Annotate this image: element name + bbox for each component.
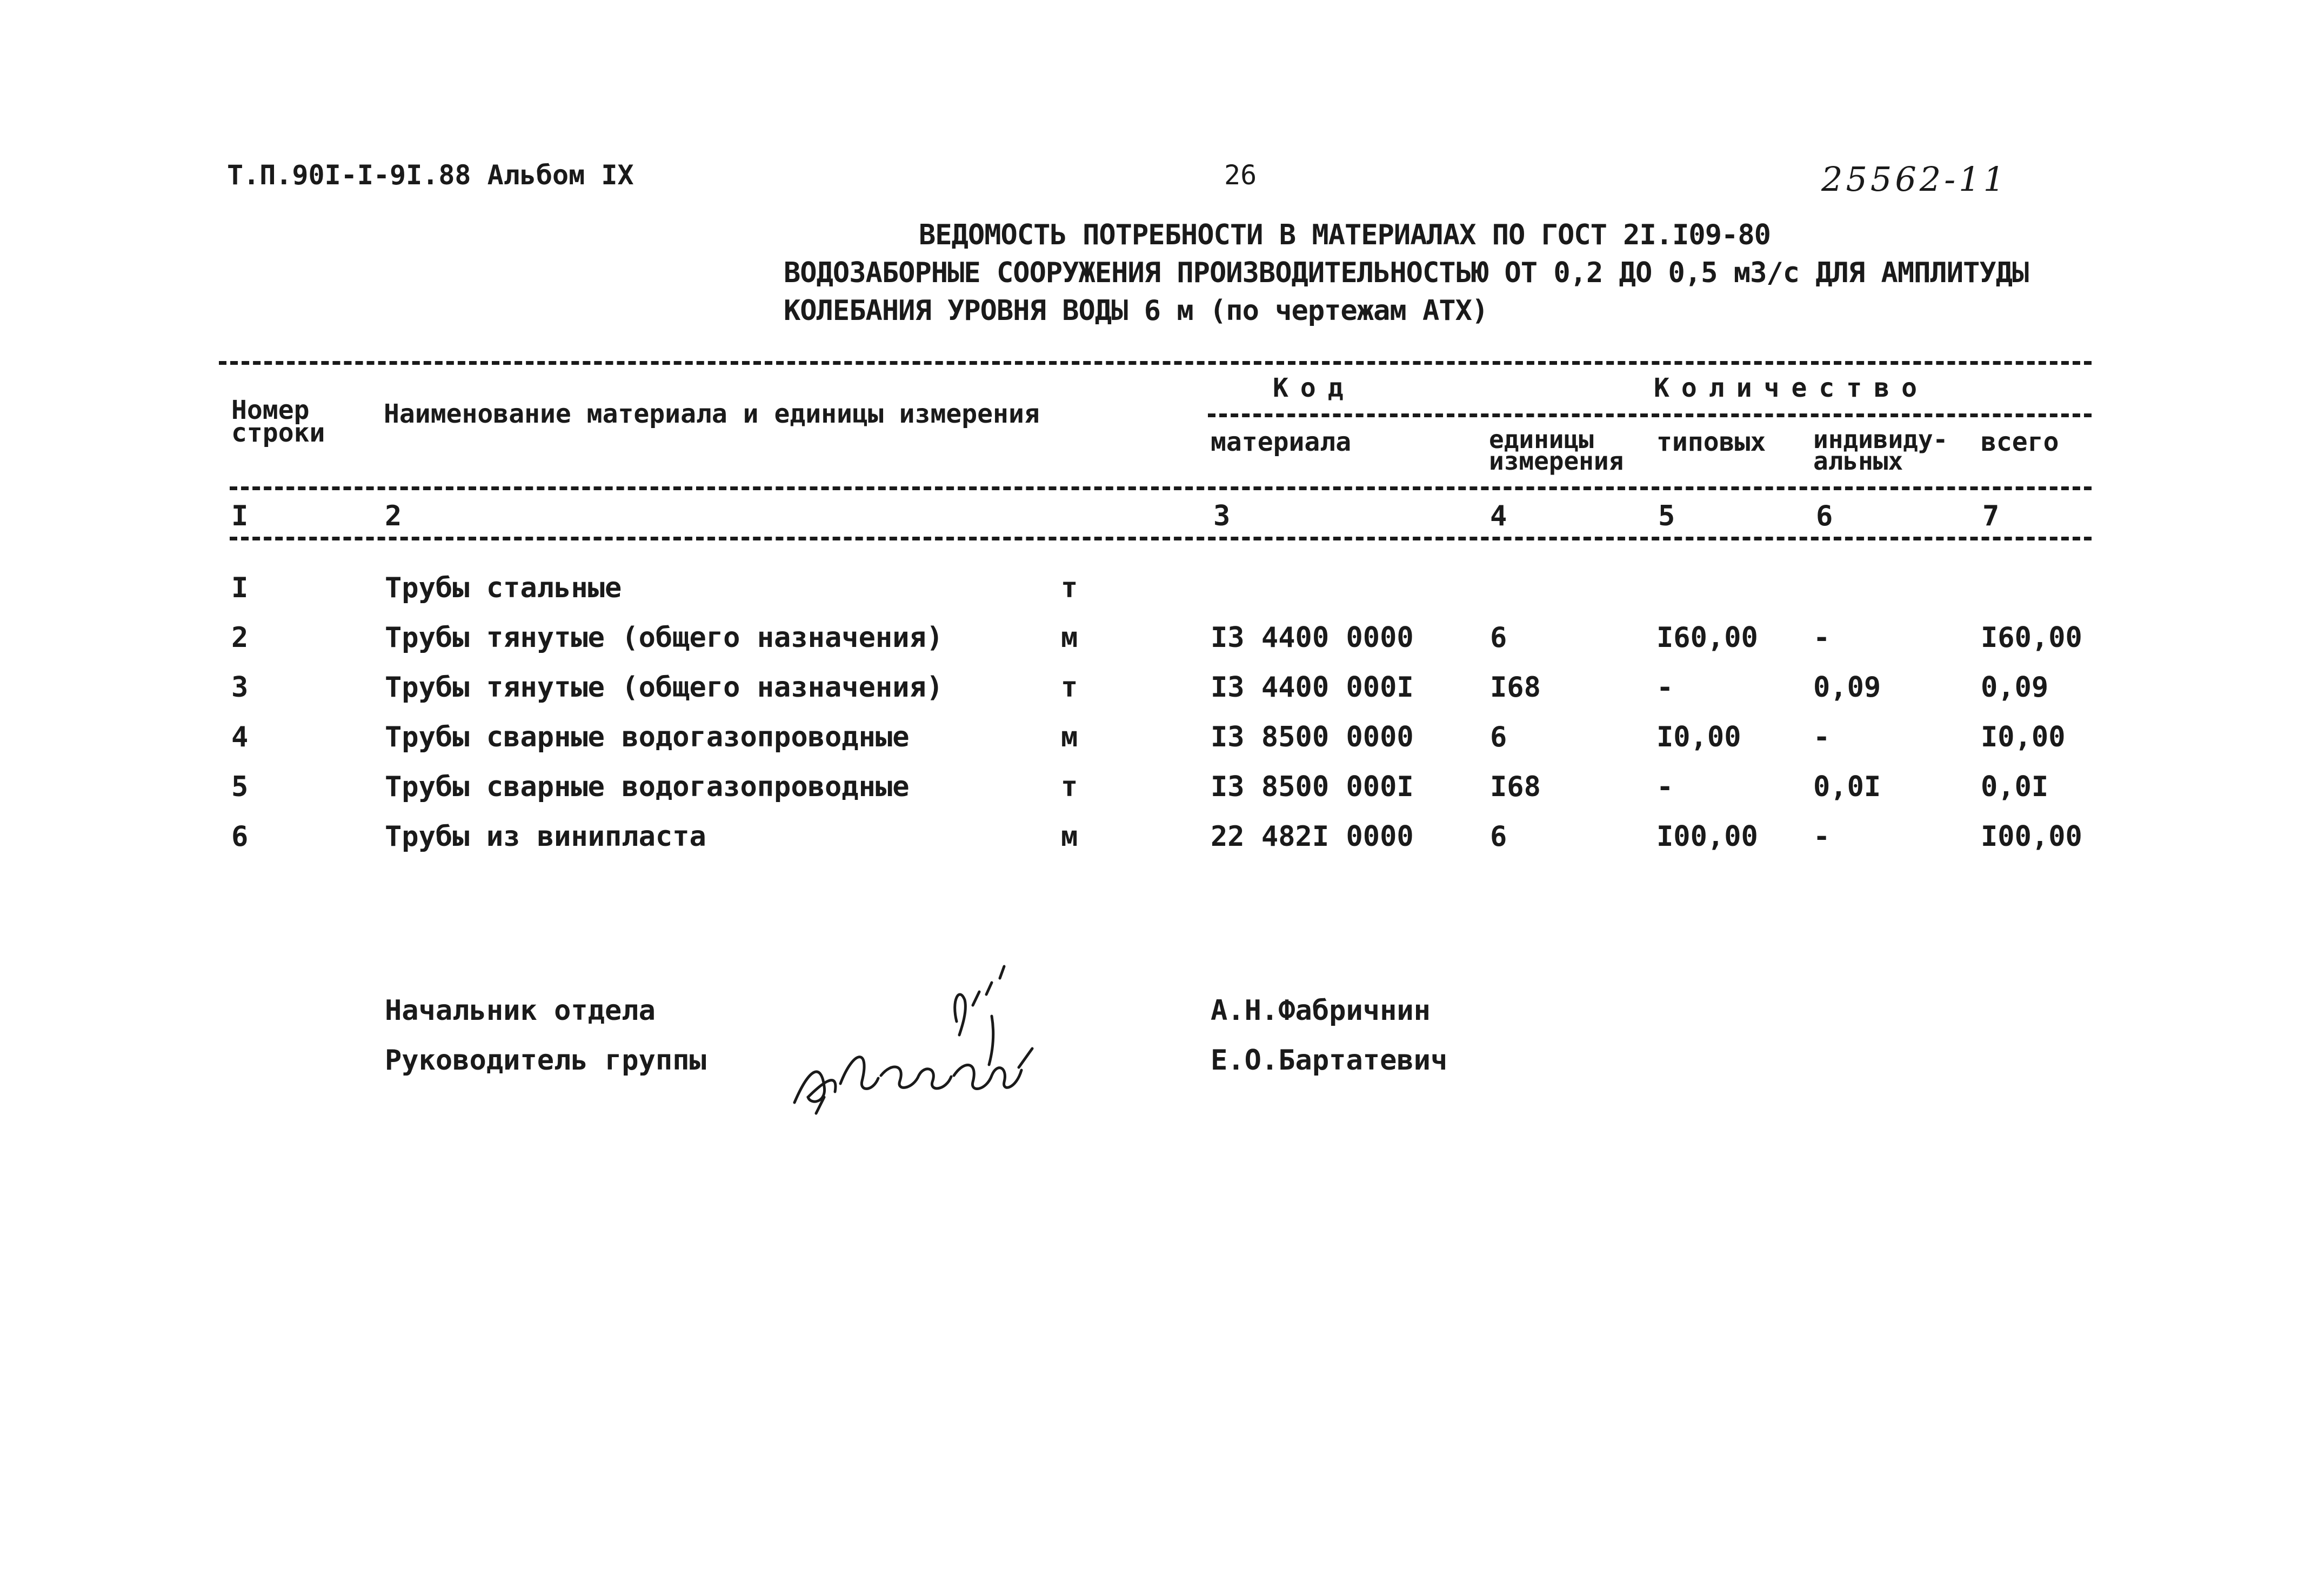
column-number-4: 4 [1490,500,1507,532]
row-number: 6 [231,820,249,853]
column-numbers-rule [230,537,2092,540]
unit-symbol: м [1061,721,1078,753]
material-code: I3 8500 000I [1211,771,1414,803]
column-number-7: 7 [1982,500,2000,532]
header-bottom-rule [230,486,2092,490]
header-total: всего [1981,427,2059,457]
document-subtitle-line1: ВОДОЗАБОРНЫЕ СООРУЖЕНИЯ ПРОИЗВОДИТЕЛЬНОСТЬЮ ОТ 0,2 ДО 0,5 м3/с ДЛЯ АМПЛИТУДЫ [784,257,2029,289]
typical-quantity: I00,00 [1656,820,1758,853]
unit-symbol: т [1061,572,1078,604]
handwritten-signature [778,940,1059,1119]
typical-quantity: - [1656,671,1674,704]
column-number-1: I [231,500,249,532]
typical-quantity: I60,00 [1656,622,1758,654]
unit-code: 6 [1490,721,1507,753]
signature-role-group-lead: Руководитель группы [385,1044,706,1077]
column-number-6: 6 [1816,500,1833,532]
unit-symbol: т [1061,771,1078,803]
header-material-code: материала [1211,427,1352,457]
individual-quantity: - [1813,820,1831,853]
unit-symbol: т [1061,671,1078,704]
material-name: Трубы тянутые (общего назначения) [385,622,944,654]
material-name: Трубы из винипласта [385,820,706,853]
header-typical: типовых [1656,427,1766,457]
column-number-5: 5 [1658,500,1675,532]
material-name: Трубы стальные [385,572,622,604]
column-number-2: 2 [385,500,402,532]
total-quantity: I60,00 [1981,622,2082,654]
material-name: Трубы тянутые (общего назначения) [385,671,944,704]
row-number: 4 [231,721,249,753]
header-row-number: Номер строки [231,395,325,448]
unit-symbol: м [1061,820,1078,853]
unit-code: I68 [1490,771,1541,803]
material-code: I3 4400 0000 [1211,622,1414,654]
signature-name-head: А.Н.Фабричнин [1211,994,1431,1027]
individual-quantity: 0,09 [1813,671,1881,704]
document-reference: Т.П.90I-I-9I.88 Альбом IX [227,159,634,191]
material-name: Трубы сварные водогазопроводные [385,771,910,803]
column-number-3: 3 [1213,500,1231,532]
total-quantity: I00,00 [1981,820,2082,853]
material-code: I3 4400 000I [1211,671,1414,704]
row-number: 5 [231,771,249,803]
material-code: 22 482I 0000 [1211,820,1414,853]
unit-symbol: м [1061,622,1078,654]
header-quantity-group: Количество [1654,373,1929,403]
unit-code: 6 [1490,820,1507,853]
total-quantity: 0,09 [1981,671,2049,704]
document-subtitle-line2: КОЛЕБАНИЯ УРОВНЯ ВОДЫ 6 м (по чертежам АТХ) [784,295,1488,327]
code-group-rule [1208,413,2092,417]
typical-quantity: I0,00 [1656,721,1741,753]
total-quantity: 0,0I [1981,771,2049,803]
unit-code: I68 [1490,671,1541,704]
header-individual: индивиду-альных [1813,425,1948,476]
total-quantity: I0,00 [1981,721,2066,753]
individual-quantity: 0,0I [1813,771,1881,803]
individual-quantity: - [1813,622,1831,654]
header-material-name: Наименование материала и единицы измерения [384,399,1040,429]
header-unit-code: единицы измерения [1489,425,1624,476]
row-number: I [231,572,249,604]
page-number: 26 [1224,159,1257,191]
header-code-group: Код [1273,373,1355,403]
row-number: 2 [231,622,249,654]
signature-name-group-lead: Е.О.Бартатевич [1211,1044,1448,1077]
material-code: I3 8500 0000 [1211,721,1414,753]
individual-quantity: - [1813,721,1831,753]
unit-code: 6 [1490,622,1507,654]
signature-role-head: Начальник отдела [385,994,656,1027]
typical-quantity: - [1656,771,1674,803]
row-number: 3 [231,671,249,704]
document-title: ВЕДОМОСТЬ ПОТРЕБНОСТИ В МАТЕРИАЛАХ ПО ГОСТ 2I.I09-80 [919,219,1771,251]
inventory-stamp: 25562-11 [1821,159,2008,199]
material-name: Трубы сварные водогазопроводные [385,721,910,753]
table-top-rule [219,361,2092,365]
